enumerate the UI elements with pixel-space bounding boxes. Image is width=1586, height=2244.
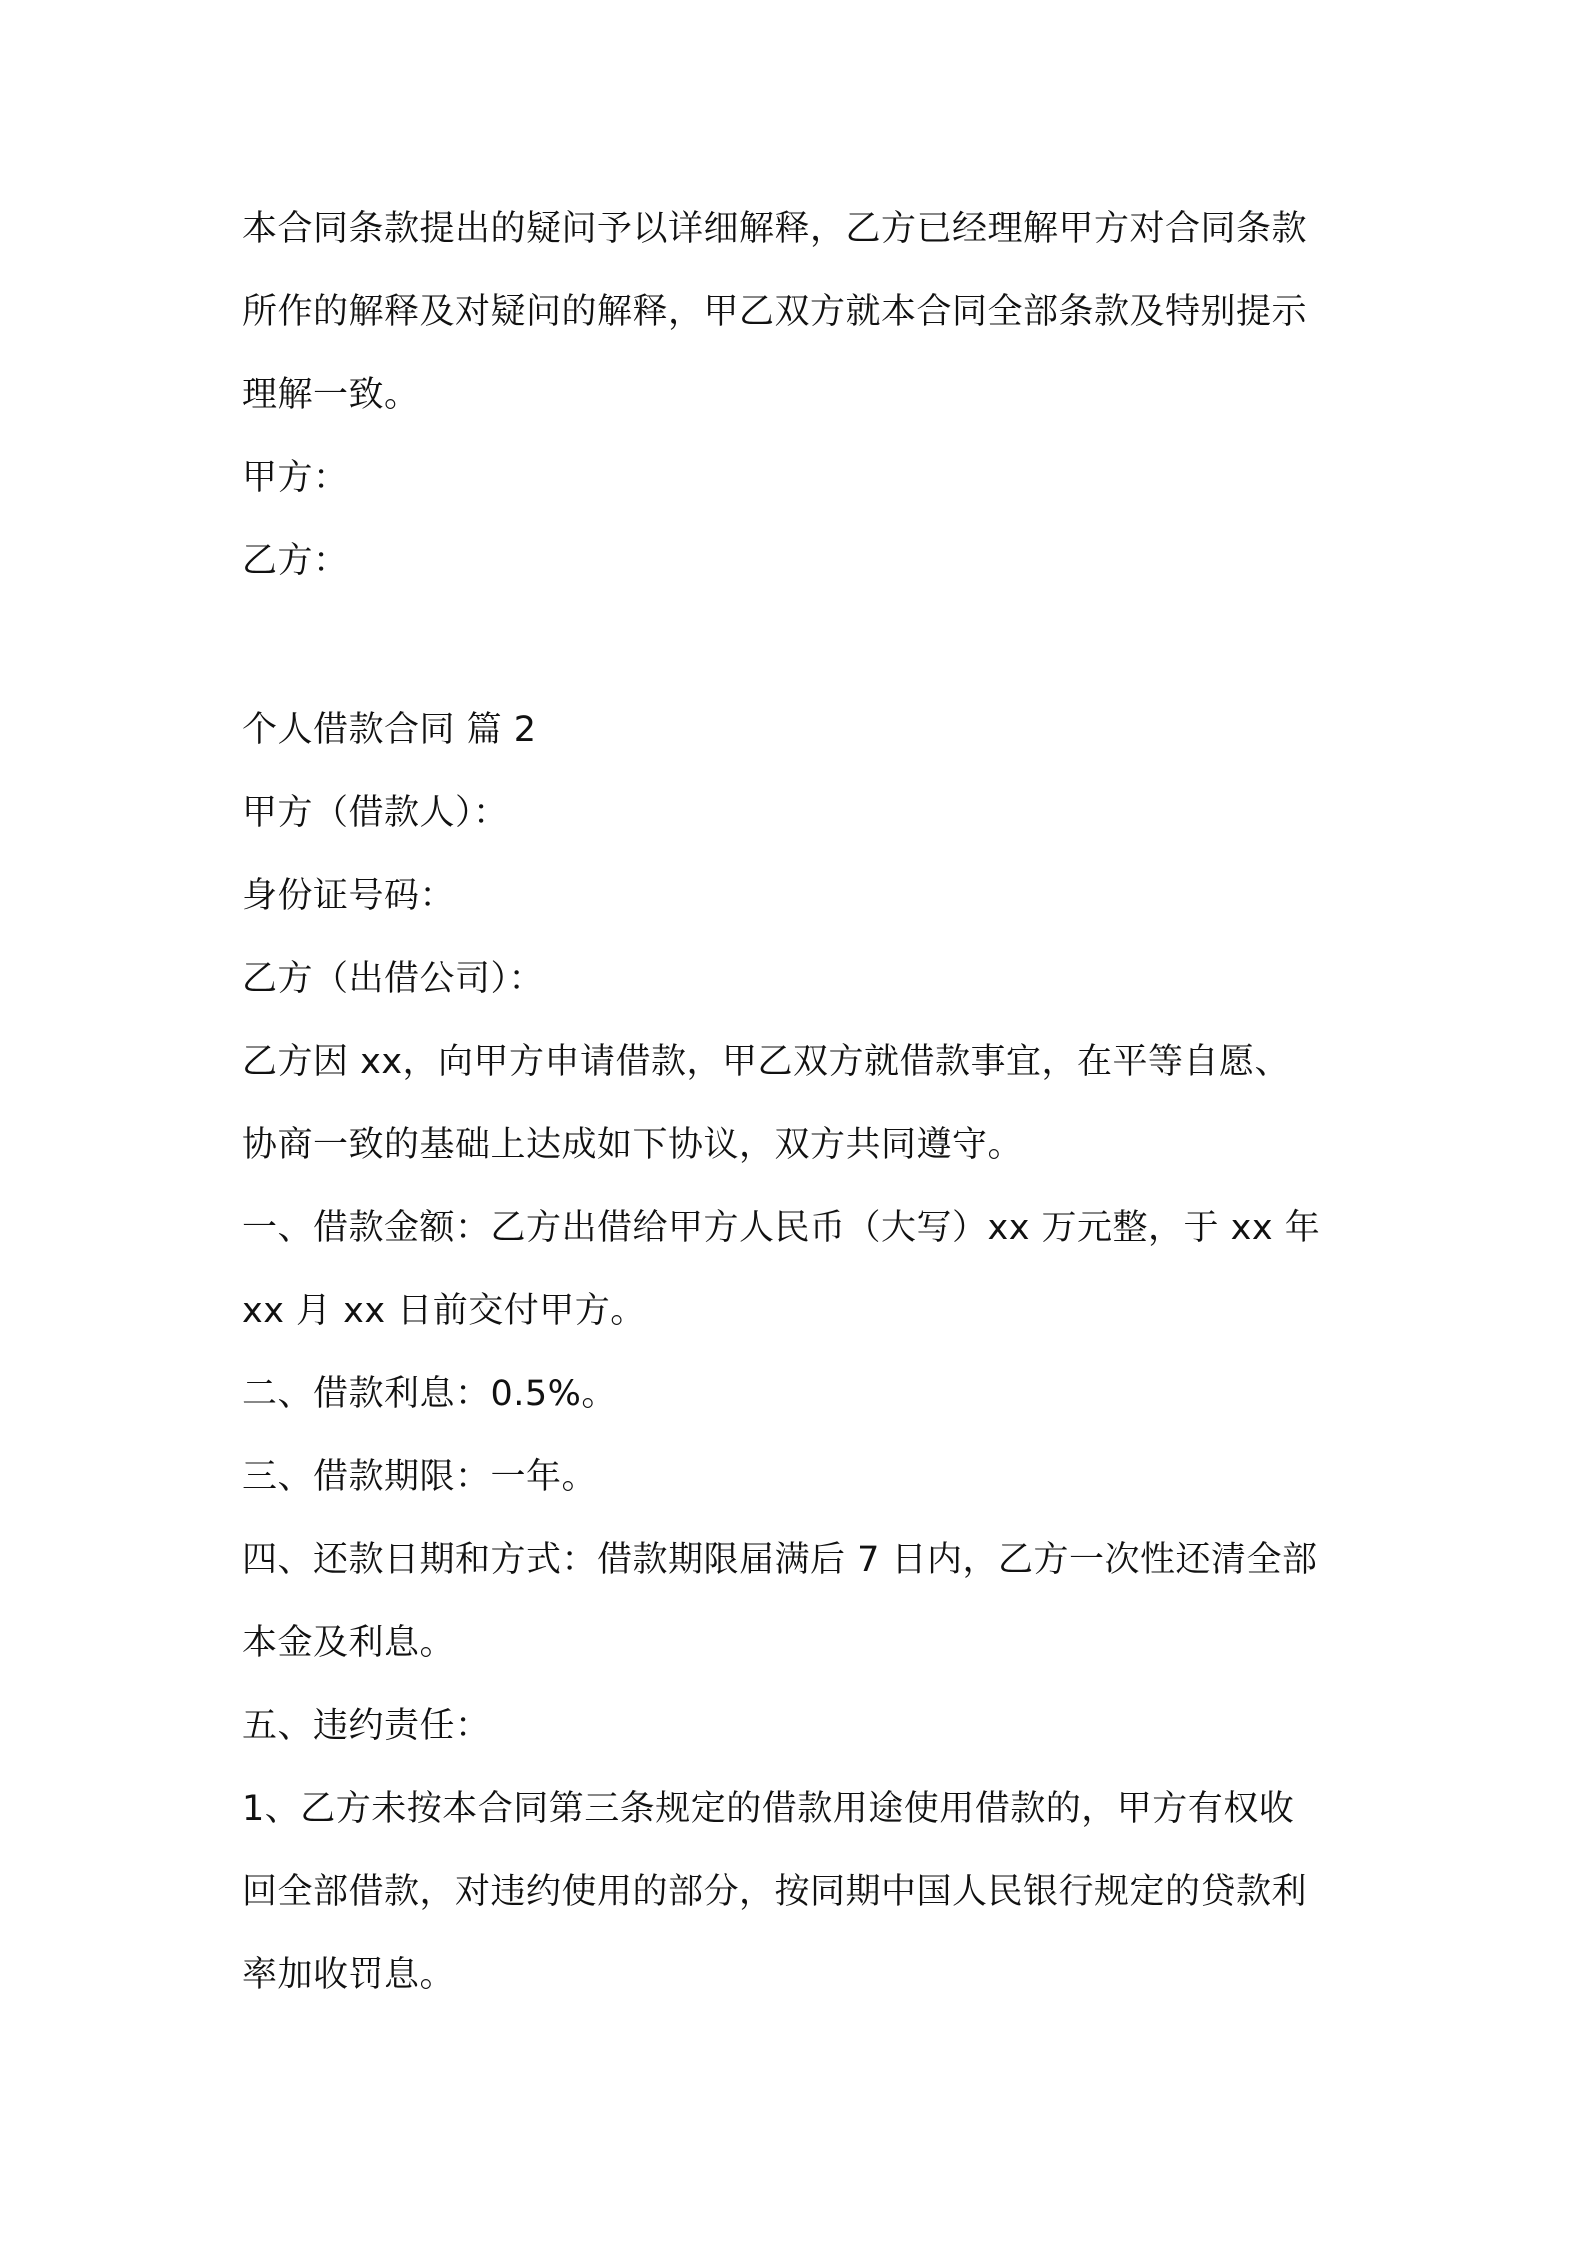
clause-interest: 二、借款利息：0.5%。 [242, 1374, 617, 1414]
party-a-signature-line: 甲方： [242, 458, 349, 498]
contract-title: 个人借款合同 篇 2 [242, 710, 537, 750]
borrower-label: 甲方（借款人）： [242, 793, 509, 833]
intro-paragraph: 乙方因 xx，向甲方申请借款，甲乙双方就借款事宜，在平等自愿、 协商一致的基础上达成如下协议，双方共同遵守。 [242, 1042, 1291, 1165]
id-number-label: 身份证号码： [242, 876, 456, 916]
party-b-signature-line: 乙方： [242, 541, 349, 581]
section-1 [242, 188, 1362, 603]
clause-liability-1: 1、乙方未按本合同第三条规定的借款用途使用借款的，甲方有权收 回全部借款，对违约使用的部分，按同期中国人民银行规定的贷款利 率加收罚息。 [242, 1789, 1308, 1995]
clause-term: 三、借款期限：一年。 [242, 1457, 598, 1497]
section-2 [242, 689, 1362, 2017]
clause-loan-amount: 一、借款金额：乙方出借给甲方人民币（大写）xx 万元整，于 xx 年 xx 月 xx 日前交付甲方。 [242, 1208, 1321, 1331]
explanation-paragraph: 本合同条款提出的疑问予以详细解释，乙方已经理解甲方对合同条款 所作的解释及对疑问的解释，甲乙双方就本合同全部条款及特别提示 理解一致。 [242, 209, 1308, 415]
clause-liability-heading: 五、违约责任： [242, 1706, 491, 1746]
lender-label: 乙方（出借公司）： [242, 959, 545, 999]
clause-repayment: 四、还款日期和方式：借款期限届满后 7 日内，乙方一次性还清全部 本金及利息。 [242, 1540, 1318, 1663]
